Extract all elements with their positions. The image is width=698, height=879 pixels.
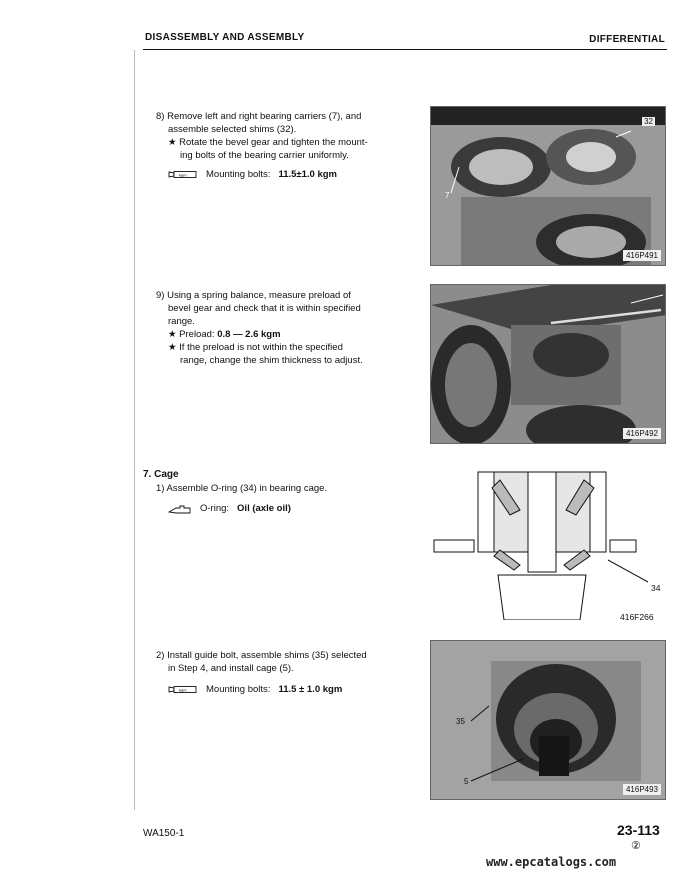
step-9-note-2: range, change the shim thickness to adjust.	[180, 355, 363, 366]
cage-step-1	[156, 482, 327, 515]
margin-rule	[134, 50, 135, 810]
cage-step-2-line-2: in Step 4, and install cage (5).	[168, 663, 294, 674]
step-8-line-2: assemble selected shims (32).	[168, 124, 297, 135]
callout-32: 32	[644, 117, 653, 126]
step-9-line-3: range.	[168, 316, 195, 327]
photo-spring-balance	[430, 284, 666, 444]
cage-cross-section-drawing	[430, 470, 666, 620]
header-chapter-title: DIFFERENTIAL	[589, 34, 665, 45]
page-number: 23-113	[617, 822, 660, 838]
svg-text:kgm: kgm	[179, 172, 187, 178]
section-cage-title: 7. Cage	[143, 469, 179, 480]
step-8-spec-value: 11.5±1.0 kgm	[278, 169, 337, 180]
step-8-spec-label: Mounting bolts:	[206, 169, 271, 180]
photo-tag-3: 416P493	[623, 784, 661, 795]
step-8-spec	[156, 168, 368, 181]
step-9-line-2: bevel gear and check that it is within specified	[168, 303, 361, 314]
oil-can-icon	[168, 504, 192, 514]
watermark-link[interactable]: www.epcatalogs.com	[486, 855, 617, 869]
cage-step-2-spec	[156, 683, 367, 696]
preload-value: 0.8 — 2.6 kgm	[217, 329, 281, 340]
callout-5: 5	[464, 777, 469, 786]
header-section-title: DISASSEMBLY AND ASSEMBLY	[145, 32, 305, 43]
cage-step-2	[156, 649, 367, 696]
callout-34: 34	[651, 583, 661, 593]
step-8	[156, 110, 368, 181]
cage-spec-label: Mounting bolts:	[206, 684, 271, 695]
preload-label: ★ Preload:	[168, 329, 215, 340]
oring-label: O-ring:	[200, 503, 230, 514]
figure-tag-416F266: 416F266	[620, 612, 654, 622]
photo-bearing-carrier	[430, 106, 666, 266]
wrench-icon	[168, 170, 198, 179]
model-number: WA150-1	[143, 828, 185, 839]
step-8-note-1: ★ Rotate the bevel gear and tighten the mount-	[168, 137, 368, 148]
photo-tag-1: 416P491	[623, 250, 661, 261]
cage-step-1-spec	[156, 502, 327, 515]
photo-install-cage	[430, 640, 666, 800]
step-9-preload	[156, 328, 363, 341]
step-9	[156, 289, 363, 367]
svg-text:kgm: kgm	[179, 687, 187, 693]
cage-spec-value: 11.5 ± 1.0 kgm	[278, 684, 343, 695]
revision-mark: ②	[631, 840, 641, 852]
callout-35: 35	[456, 717, 465, 726]
step-8-note-2: ing bolts of the bearing carrier uniformly.	[180, 150, 349, 161]
step-8-line-1: 8) Remove left and right bearing carriers (7), and	[156, 111, 362, 122]
oring-value: Oil (axle oil)	[237, 503, 291, 514]
step-9-line-1: 9) Using a spring balance, measure preload of	[156, 290, 351, 301]
cage-step-1-line: 1) Assemble O-ring (34) in bearing cage.	[156, 483, 328, 494]
photo-tag-2: 416P492	[623, 428, 661, 439]
cage-step-2-line-1: 2) Install guide bolt, assemble shims (35) selected	[156, 650, 367, 661]
callout-7: 7	[445, 191, 450, 200]
page-header	[143, 30, 667, 50]
step-9-note-1: ★ If the preload is not within the specified	[168, 342, 343, 353]
wrench-icon	[168, 685, 198, 694]
